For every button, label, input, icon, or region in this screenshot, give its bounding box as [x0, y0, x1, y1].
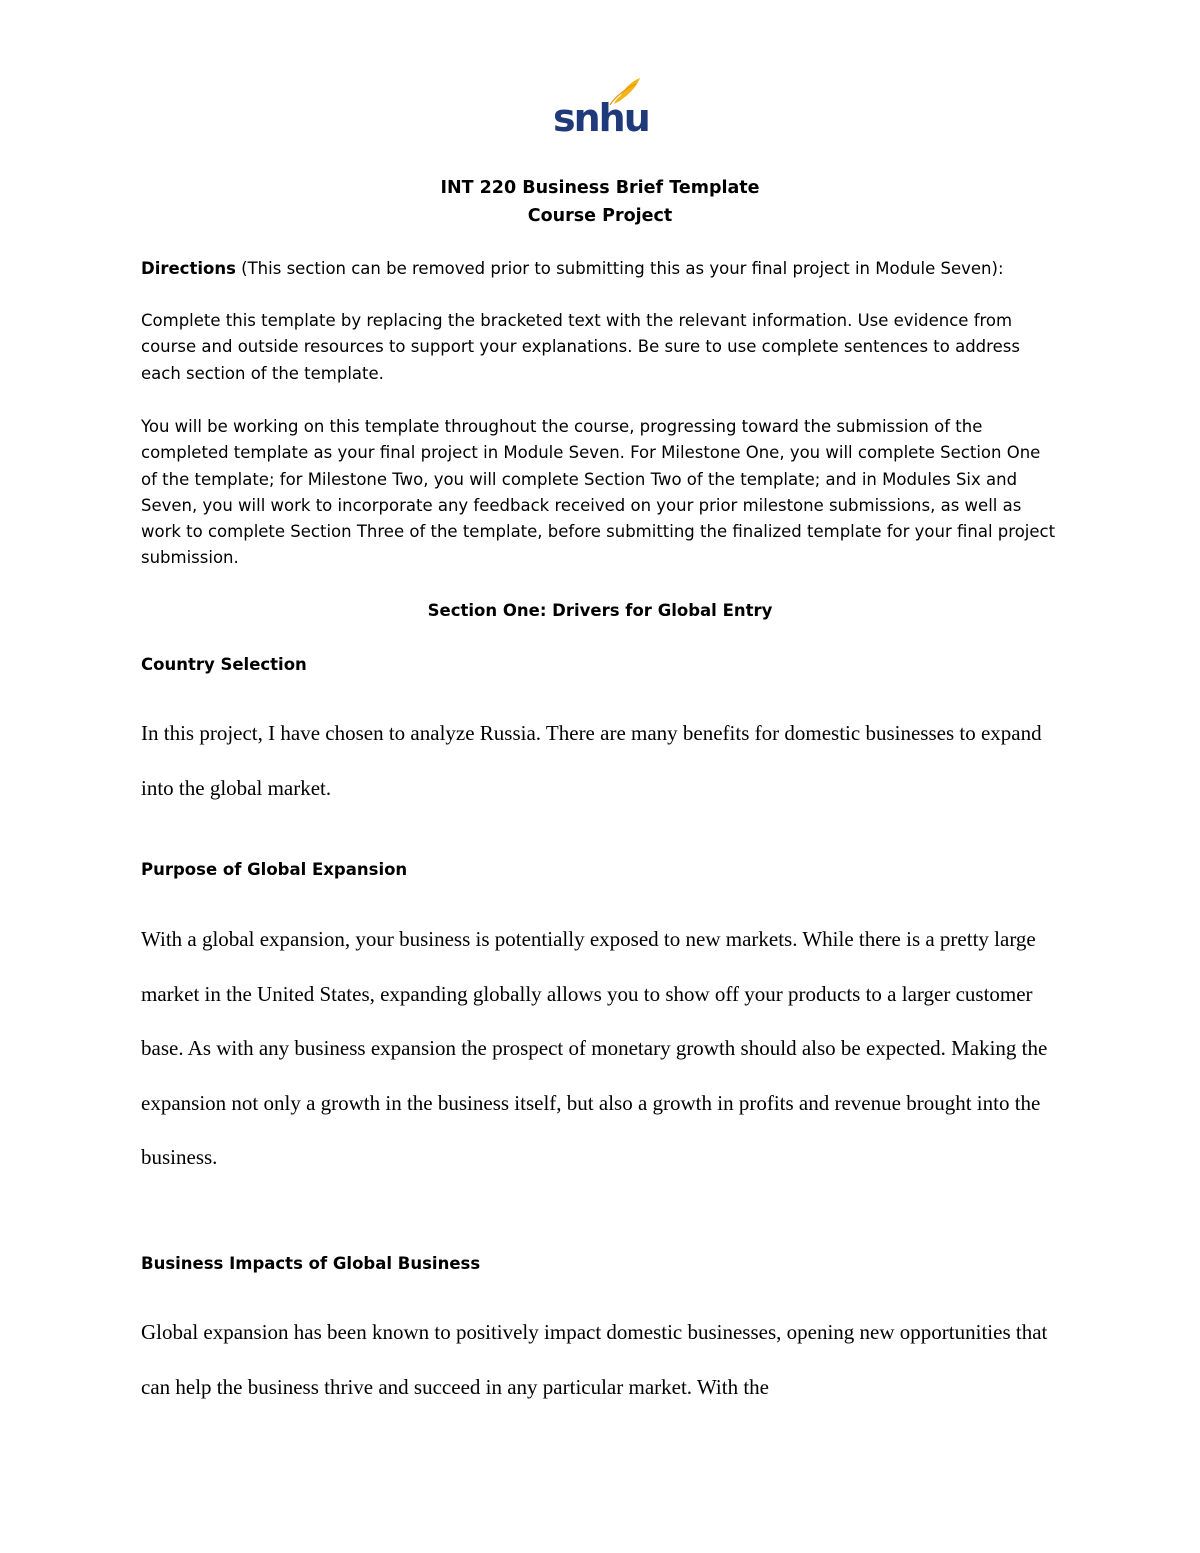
document-title: INT 220 Business Brief Template — [440, 178, 760, 198]
directions-note: (This section can be removed prior to submitting this as your final project in Module Seven): — [235, 259, 1004, 278]
directions-label: Directions — [141, 259, 236, 278]
section-one-heading: Section One: Drivers for Global Entry — [427, 601, 773, 620]
instructions-paragraph-2: You will be working on this template throughout the course, progressing toward the submission of the completed template as your final project in Module Seven. For Milestone One, you will complete Section One of the template; for Milestone Two, you will complete Section Two of the template; and in Modules Six and Seven, you will work to incorporate any feedback received on your prior milestone submissions, as well as work to complete Section Three of the template, before submitting the finalized template for your final project submission. — [141, 417, 1056, 568]
document-title-block — [0, 174, 1200, 230]
country-selection-heading: Country Selection — [141, 655, 307, 674]
purpose-body: With a global expansion, your business is potentially exposed to new markets. While there is a pretty large market in the United States, expanding globally allows you to show off your products to a larger customer base. As with any business expansion the prospect of monetary growth should also be expected. Making the expansion not only a growth in the business itself, but also a growth in profits and revenue brought into the business. — [141, 927, 1048, 1169]
purpose-heading: Purpose of Global Expansion — [141, 860, 408, 879]
directions-line — [141, 256, 1061, 282]
logo-wordmark: snhu — [553, 96, 649, 140]
snhu-logo — [540, 76, 650, 142]
business-impacts-body: Global expansion has been known to positively impact domestic businesses, opening new opportunities that can help the business thrive and succeed in any particular market. With the — [141, 1320, 1048, 1399]
instructions-paragraph-1: Complete this template by replacing the bracketed text with the relevant information. Use evidence from course and outside resources to support your explanations. Be sure to use complete sentences to address each section of the template. — [141, 311, 1020, 383]
business-impacts-heading: Business Impacts of Global Business — [141, 1254, 481, 1273]
country-selection-body: In this project, I have chosen to analyze Russia. There are many benefits for domestic businesses to expand into the global market. — [141, 721, 1042, 800]
document-subtitle: Course Project — [527, 206, 673, 226]
